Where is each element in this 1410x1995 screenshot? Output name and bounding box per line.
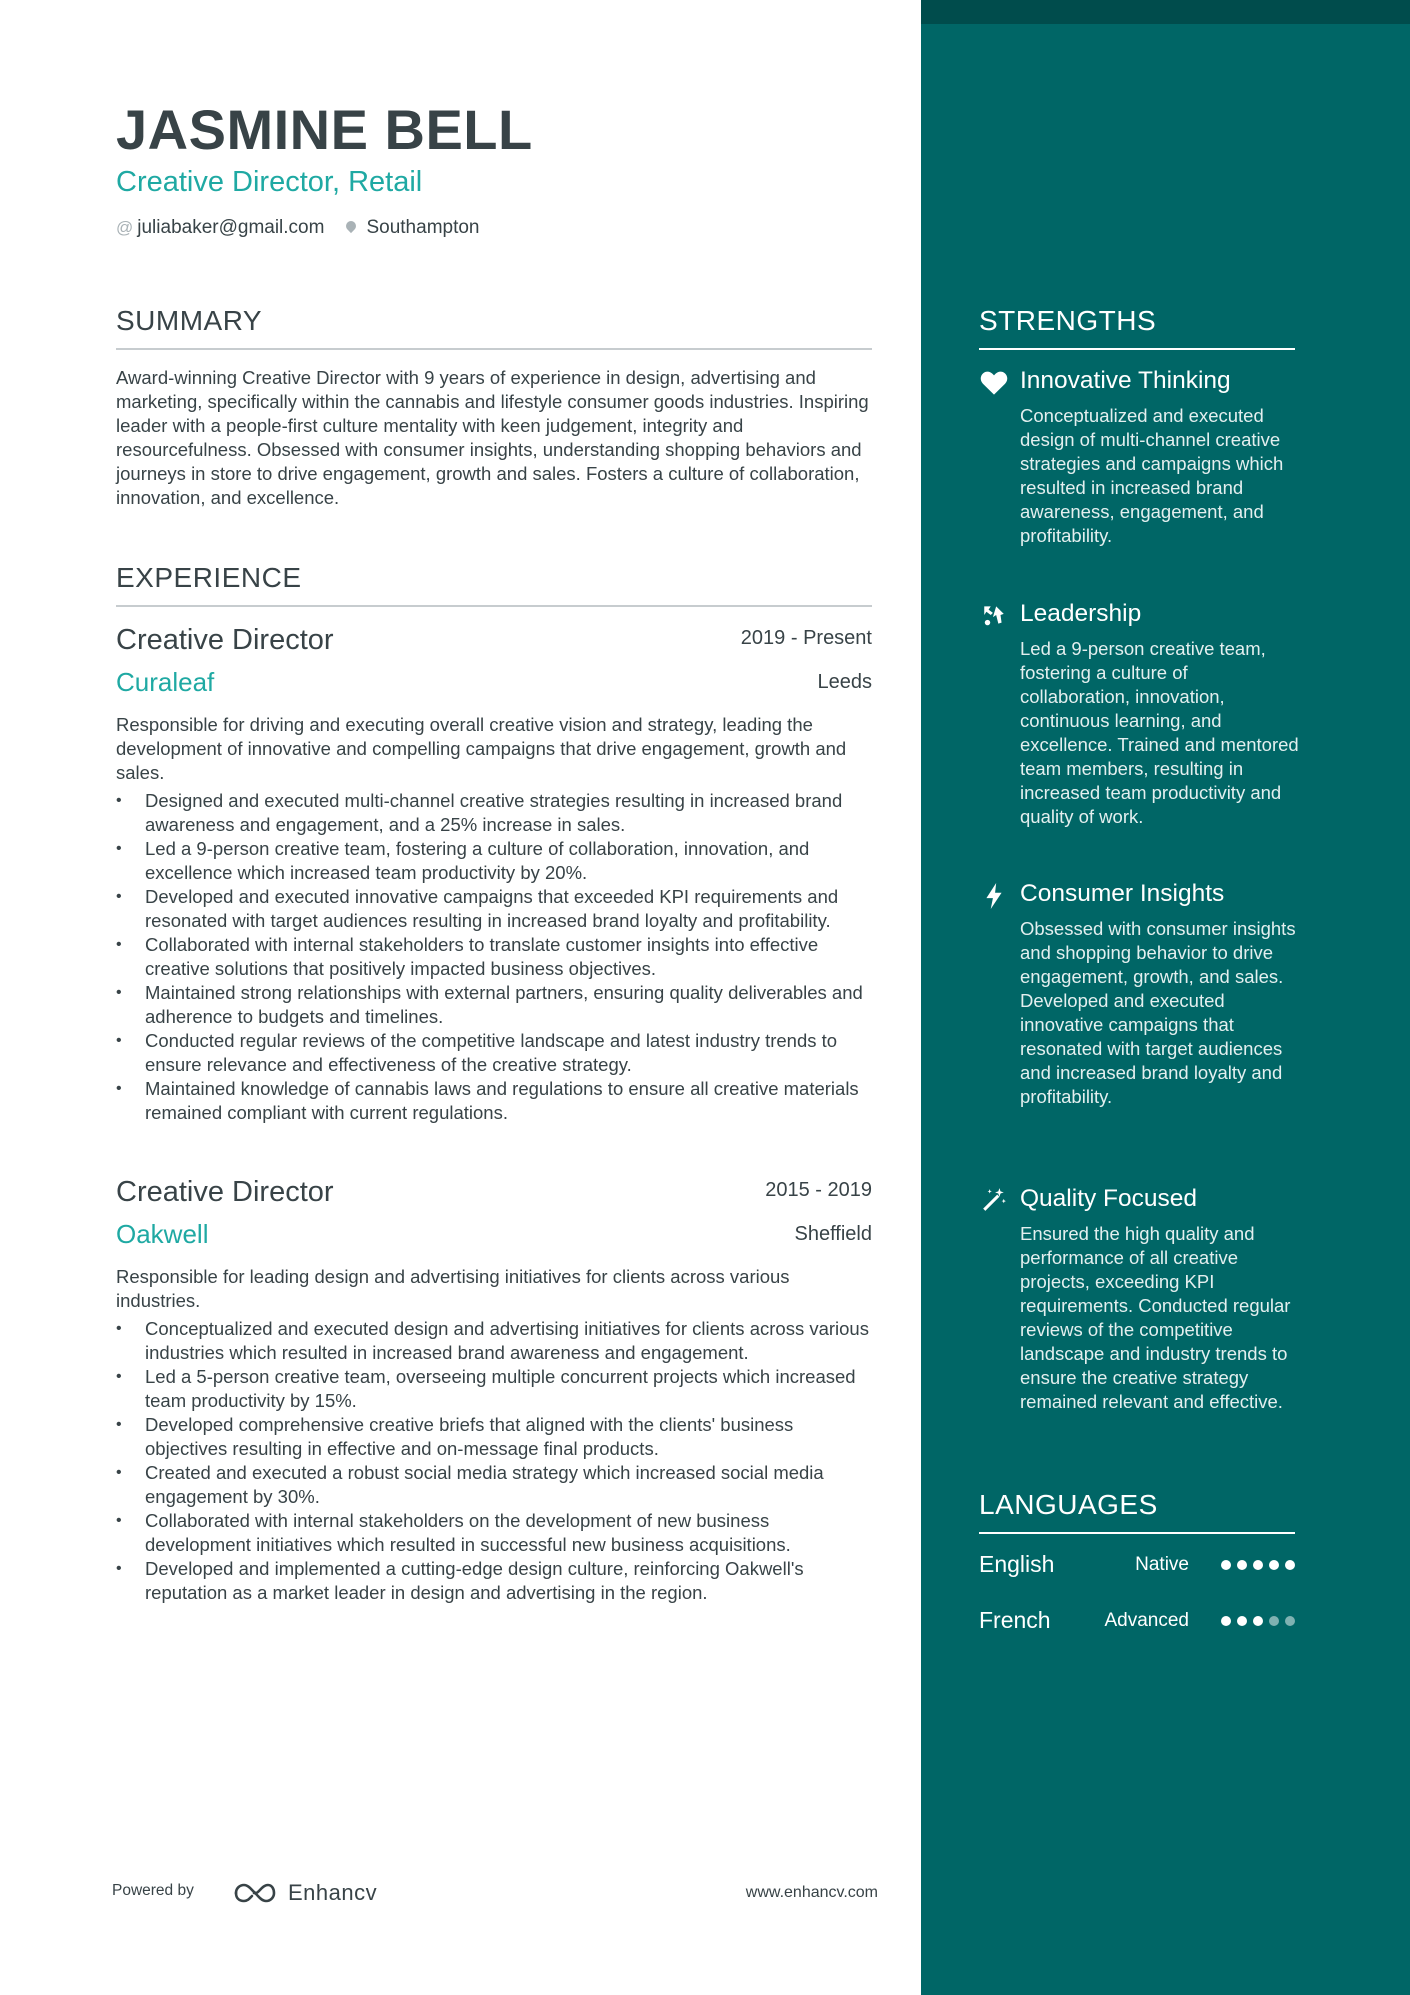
job-title: Creative Director [116, 1176, 334, 1208]
languages-heading: LANGUAGES [979, 1488, 1295, 1534]
job-title: Creative Director [116, 624, 334, 656]
company-name: Oakwell [116, 1219, 209, 1249]
footer [112, 1880, 878, 1910]
language-rating [1215, 1616, 1295, 1626]
job-dates: 2015 - 2019 [765, 1179, 872, 1201]
language-level: Advanced [1104, 1610, 1189, 1631]
job-location: Sheffield [794, 1223, 872, 1245]
company-name: Curaleaf [116, 667, 215, 697]
powered-by-text: Powered by [112, 1882, 194, 1899]
rating-dot-filled [1253, 1560, 1263, 1570]
list-item: • Conducted regular reviews of the competitive landscape and latest industry trends to ensure relevance and effectiveness of the creative strategy. [116, 1029, 872, 1077]
rating-dot-filled [1237, 1560, 1247, 1570]
job-location: Leeds [817, 671, 872, 693]
email-text[interactable]: juliabaker@gmail.com [137, 217, 325, 238]
list-item: • Designed and executed multi-channel creative strategies resulting in increased brand awareness and engagement, and a 25% increase in sales. [116, 789, 872, 837]
language-name: English [979, 1551, 1055, 1577]
summary-heading: SUMMARY [116, 304, 872, 350]
strength-title: Consumer Insights [1020, 880, 1225, 907]
candidate-name: JASMINE BELL [116, 98, 533, 161]
location-text: Southampton [366, 217, 480, 238]
rating-dot-empty [1285, 1616, 1295, 1626]
enhancv-logo[interactable] [232, 1880, 377, 1906]
leadership-icon [979, 600, 1009, 630]
list-item: • Created and executed a robust social media strategy which increased social media engagement by 30%. [116, 1461, 872, 1509]
at-icon: @ [116, 218, 134, 237]
heart-icon [979, 368, 1009, 398]
rating-dot-filled [1221, 1560, 1231, 1570]
list-item: • Developed and executed innovative campaigns that exceeded KPI requirements and resonated with target audiences resulting in increased brand loyalty and profitability. [116, 885, 872, 933]
brand-name: Enhancv [288, 1880, 378, 1905]
strength-title: Leadership [1020, 600, 1142, 627]
sidebar [921, 0, 1410, 1995]
list-item: • Maintained strong relationships with external partners, ensuring quality deliverables and adherence to budgets and timelines. [116, 981, 872, 1029]
rating-dot-filled [1285, 1560, 1295, 1570]
job-description: Responsible for driving and executing overall creative vision and strategy, leading the development of innovative and compelling campaigns that drive engagement, growth and sales. [116, 714, 847, 783]
list-item: • Led a 5-person creative team, overseeing multiple concurrent projects which increased team productivity by 15%. [116, 1365, 872, 1413]
strength-text: Conceptualized and executed design of multi-channel creative strategies and campaigns which resulted in increased brand awareness, engagement, and profitability. [1020, 405, 1284, 546]
list-item: • Conceptualized and executed design and advertising initiatives for clients across various industries which resulted in increased brand awareness and engagement. [116, 1317, 872, 1365]
contact-line [116, 217, 480, 239]
strength-text: Ensured the high quality and performance of all creative projects, exceeding KPI requirements. Conducted regular reviews of the competitive landscape and industry trends to ensure the creative strategy remained relevant and effective. [1020, 1223, 1291, 1412]
strengths-heading: STRENGTHS [979, 304, 1295, 350]
location [346, 217, 479, 239]
job-bullets [116, 789, 872, 1125]
list-item: • Maintained knowledge of cannabis laws and regulations to ensure all creative materials remained compliant with current regulations. [116, 1077, 872, 1125]
list-item: • Collaborated with internal stakeholders to translate customer insights into effective creative solutions that positively impacted business objectives. [116, 933, 872, 981]
pin-icon [344, 219, 358, 233]
rating-dot-filled [1253, 1616, 1263, 1626]
strength-text: Obsessed with consumer insights and shopping behavior to drive engagement, growth, and sales. Developed and executed innovative campaigns that resonated with target audiences and increased brand loyalty and profitability. [1020, 918, 1296, 1107]
sidebar-top-band [921, 0, 1410, 24]
job-bullets [116, 1317, 872, 1605]
rating-dot-filled [1269, 1560, 1279, 1570]
summary-text: Award-winning Creative Director with 9 years of experience in design, advertising and marketing, specifically within the cannabis and lifestyle consumer goods industries. Inspiring leader with a people-first culture mentality with keen judgement, integrity and resourcefulness. Obsessed with consumer insights, understanding shopping behaviors and journeys in store to drive engagement, growth and sales. Fosters a culture of collaboration, innovation, and excellence. [116, 367, 869, 508]
rating-dot-filled [1221, 1616, 1231, 1626]
job-description: Responsible for leading design and advertising initiatives for clients across various industries. [116, 1266, 790, 1311]
lightning-icon [979, 881, 1009, 911]
list-item: • Developed comprehensive creative briefs that aligned with the clients' business objectives resulting in effective and on-message final products. [116, 1413, 872, 1461]
experience-heading: EXPERIENCE [116, 561, 872, 607]
infinity-logo-icon [232, 1881, 278, 1905]
strength-title: Quality Focused [1020, 1185, 1198, 1212]
strength-text: Led a 9-person creative team, fostering a culture of collaboration, innovation, continuous learning, and excellence. Trained and mentored team members, resulting in increased team productivity and quality of work. [1020, 638, 1299, 827]
language-level: Native [1135, 1554, 1189, 1575]
magic-wand-icon [979, 1185, 1009, 1215]
language-rating [1215, 1560, 1295, 1570]
list-item: • Developed and implemented a cutting-edge design culture, reinforcing Oakwell's reputation as a market leader in design and advertising in the region. [116, 1557, 872, 1605]
list-item: • Collaborated with internal stakeholders on the development of new business development initiatives which resulted in successful new business acquisitions. [116, 1509, 872, 1557]
rating-dot-empty [1269, 1616, 1279, 1626]
job-dates: 2019 - Present [740, 627, 872, 649]
rating-dot-filled [1237, 1616, 1247, 1626]
strength-title: Innovative Thinking [1020, 367, 1231, 394]
website-link[interactable]: www.enhancv.com [745, 1884, 878, 1901]
list-item: • Led a 9-person creative team, fostering a culture of collaboration, innovation, and excellence which increased team productivity by 20%. [116, 837, 872, 885]
language-name: French [979, 1607, 1051, 1633]
candidate-role: Creative Director, Retail [116, 166, 423, 198]
